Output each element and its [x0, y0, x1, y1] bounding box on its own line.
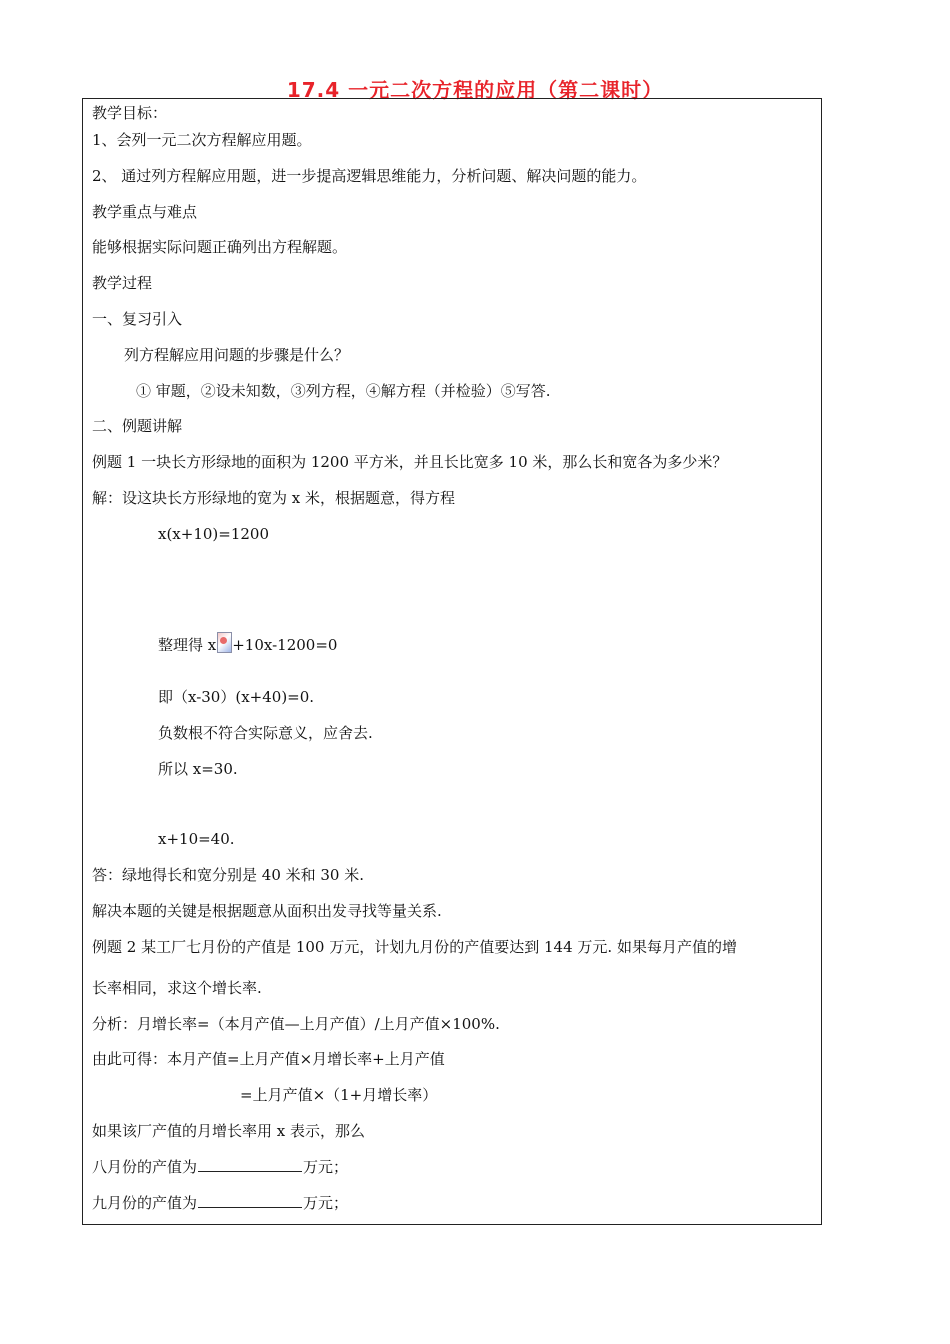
steps-question: 列方程解应用问题的步骤是什么？ — [124, 346, 350, 364]
equation-2-prefix: 整理得 x — [158, 636, 217, 654]
september-output-blank[interactable] — [198, 1193, 302, 1208]
negative-root-note: 负数根不符合实际意义，应舍去. — [158, 724, 373, 742]
equation-2 — [158, 632, 337, 655]
equation-1: x(x+10)=1200 — [158, 525, 270, 543]
august-output-blank[interactable] — [198, 1157, 302, 1172]
goal-2: 2、 通过列方程解应用题，进一步提高逻辑思维能力，分析问题、解决问题的能力。 — [92, 167, 647, 185]
key-points-text: 能够根据实际问题正确列出方程解题。 — [92, 238, 348, 256]
equation-3: 即（x-30）(x+40)=0. — [158, 688, 315, 706]
example-1-problem: 例题 1 一块长方形绿地的面积为 1200 平方米，并且长比宽多 10 米，那么长和宽各为多少米？ — [92, 453, 728, 471]
growth-rate-intro: 如果该厂产值的月增长率用 x 表示，那么 — [92, 1122, 365, 1140]
september-output-unit: 万元； — [303, 1194, 349, 1212]
section-2-heading: 二、例题讲解 — [92, 417, 183, 435]
example-2-problem-line-2: 长率相同，求这个增长率. — [92, 979, 262, 997]
august-output-line — [92, 1157, 348, 1177]
x-solution: 所以 x=30. — [158, 760, 238, 778]
goal-1: 1、会列一元二次方程解应用题。 — [92, 131, 312, 149]
steps-answer: ① 审题，②设未知数，③列方程，④解方程（并检验）⑤写答. — [136, 382, 551, 400]
page-title: 17.4 一元二次方程的应用（第二课时） — [286, 78, 664, 102]
goals-heading: 教学目标： — [92, 104, 168, 122]
derivation-1: 由此可得：本月产值=上月产值×月增长率+上月产值 — [92, 1050, 445, 1068]
september-output-line — [92, 1193, 348, 1213]
section-1-heading: 一、复习引入 — [92, 310, 183, 328]
september-output-label: 九月份的产值为 — [92, 1194, 198, 1212]
example-1-answer: 答：绿地得长和宽分别是 40 米和 30 米. — [92, 866, 365, 884]
august-output-unit: 万元； — [303, 1158, 349, 1176]
key-points-heading: 教学重点与难点 — [92, 203, 198, 221]
example-1-setup: 解：设这块长方形绿地的宽为 x 米，根据题意，得方程 — [92, 489, 455, 507]
example-2-problem-line-1: 例题 2 某工厂七月份的产值是 100 万元，计划九月份的产值要达到 144 万元. 如果每月产值的增 — [92, 938, 737, 956]
equation-2-suffix: +10x-1200=0 — [232, 636, 338, 654]
august-output-label: 八月份的产值为 — [92, 1158, 198, 1176]
length-solution: x+10=40. — [158, 830, 235, 848]
analysis: 分析：月增长率=（本月产值—上月产值）/上月产值×100%. — [92, 1015, 500, 1033]
example-1-key: 解决本题的关键是根据题意从面积出发寻找等量关系. — [92, 902, 442, 920]
broken-image-icon — [217, 632, 232, 653]
derivation-2: =上月产值×（1+月增长率） — [240, 1086, 438, 1104]
process-heading: 教学过程 — [92, 274, 153, 292]
